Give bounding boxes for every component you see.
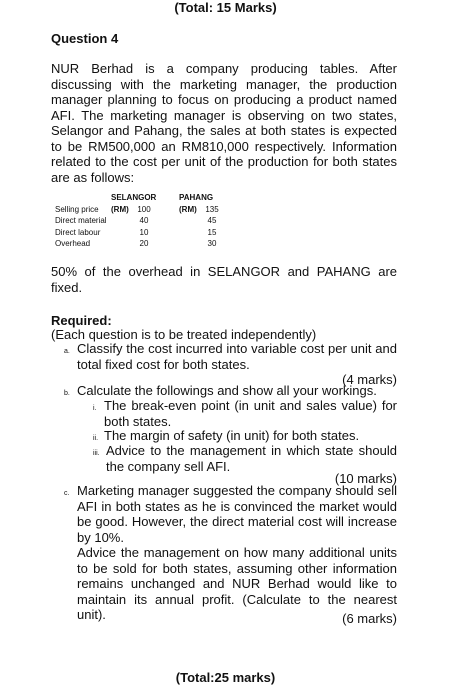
part-a [64, 341, 397, 372]
overhead-note: 50% of the overhead in SELANGOR and PAHANG are fixed. [51, 264, 397, 295]
part-c-marker: c. [64, 490, 70, 497]
part-c-text-2: Advice the management on how many additional units to be sold for both states, assuming other information remains unchanged and NUR Berhad would like to maintain its annual profit. (Calculate to the nearest unit). [77, 545, 397, 622]
pahang-value: 135 [205, 204, 219, 214]
part-b [64, 383, 397, 399]
part-c [64, 483, 397, 623]
selangor-value: 40 [139, 216, 149, 226]
pahang-value: 15 [207, 227, 217, 237]
part-b-item-ii-marker: ii. [93, 435, 99, 442]
pahang-value: 45 [207, 216, 217, 226]
required-note: (Each question is to be treated independently) [51, 327, 317, 342]
part-b-item-i-marker: i. [93, 405, 97, 412]
part-a-marks: (4 marks) [342, 372, 397, 387]
row-label: Overhead [55, 239, 91, 249]
total-marks-footer: (Total:25 marks) [175, 670, 276, 685]
header-selangor: SELANGOR (RM) [111, 193, 157, 214]
selangor-value: 100 [137, 204, 151, 214]
part-c-marks: (6 marks) [342, 611, 397, 626]
row-label: Direct labour [55, 227, 101, 237]
selangor-value: 20 [139, 239, 149, 249]
row-label: Direct material [55, 216, 107, 226]
part-b-item-iii-marker: iii. [93, 450, 100, 457]
question-title: Question 4 [51, 31, 119, 46]
part-b-item-ii [93, 428, 397, 444]
part-b-item-i-text: The break-even point (in unit and sales value) for both states. [104, 398, 397, 429]
row-label: Selling price [55, 204, 99, 214]
part-a-text: Classify the cost incurred into variable cost per unit and total fixed cost for both states. [77, 341, 397, 372]
header-pahang: PAHANG (RM) [179, 193, 214, 214]
part-b-item-i [93, 398, 397, 429]
required-label: Required: [51, 313, 112, 328]
part-b-item-iii-text: Advice to the management in which state should the company sell AFI. [106, 443, 397, 474]
intro-paragraph: NUR Berhad is a company producing tables. After discussing with the marketing manager, the production manager planning to focus on producing a product named AFI. The marketing manager is observing on two states, Selangor and Pahang, the sales at both states is expected to be RM500,000 an RM810,000 respectively. Information related to the cost per unit of the production for both states are as follows: [51, 61, 397, 185]
part-b-marker: b. [64, 390, 70, 397]
part-b-item-iii [93, 443, 397, 474]
part-b-item-ii-text: The margin of safety (in unit) for both states. [104, 428, 360, 443]
pahang-value: 30 [207, 239, 217, 249]
part-a-marker: a. [64, 348, 70, 355]
part-b-marks: (10 marks) [334, 471, 397, 486]
part-c-text-1: Marketing manager suggested the company should sell AFI in both states as he is convinced the market would be good. However, the direct material cost will increase by 10%. [77, 483, 397, 545]
selangor-value: 10 [139, 227, 149, 237]
part-b-text: Calculate the followings and show all your workings. [77, 383, 377, 398]
total-marks-header: (Total: 15 Marks) [174, 0, 277, 15]
